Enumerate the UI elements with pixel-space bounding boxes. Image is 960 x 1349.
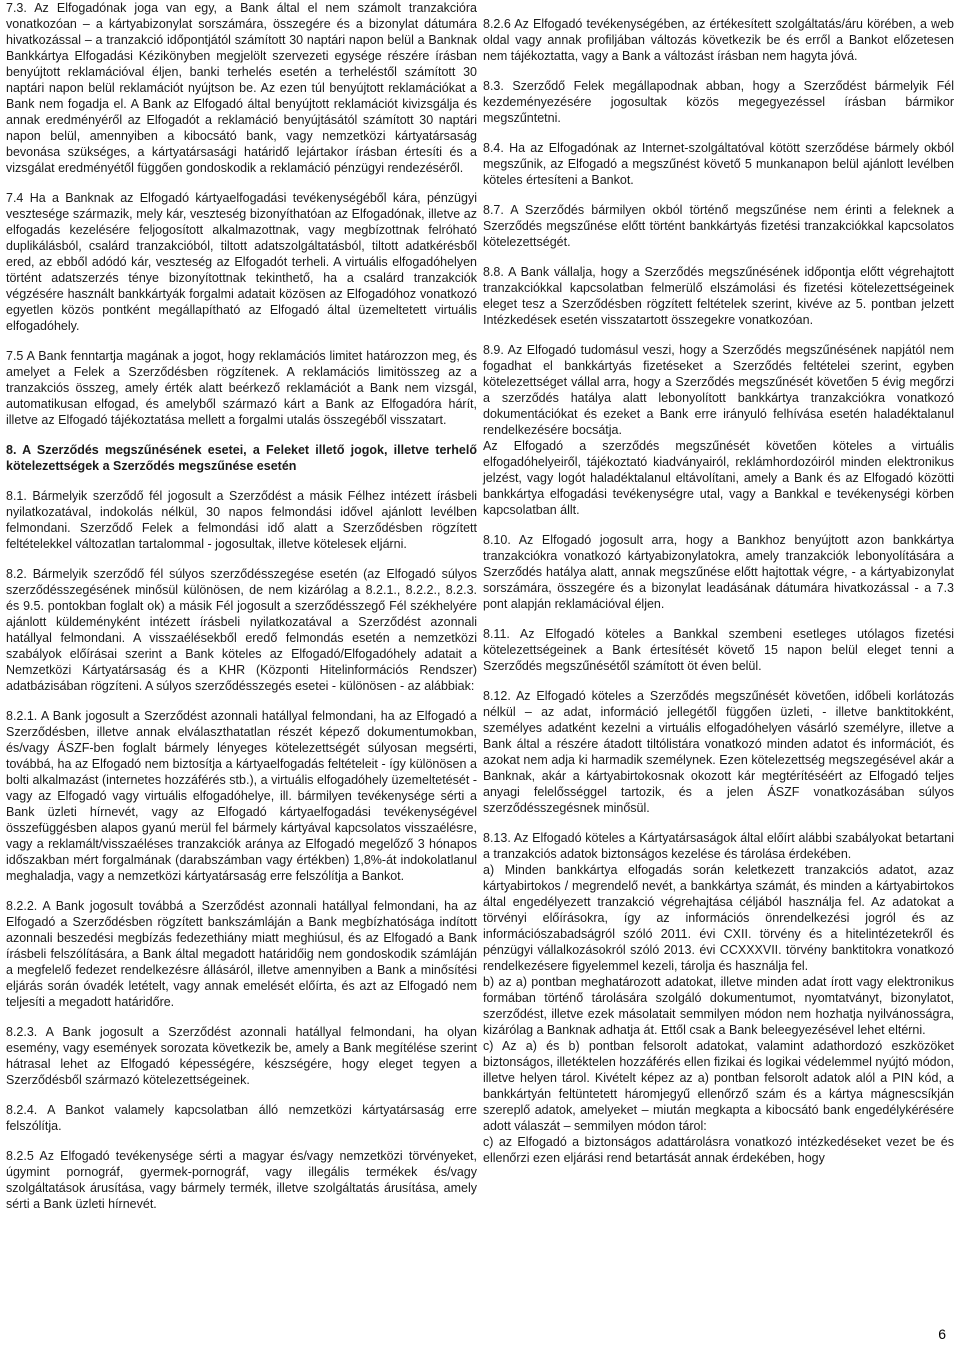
left-column bbox=[6, 0, 477, 1226]
right-column bbox=[483, 0, 954, 1180]
section-8-2: 8.2. Bármelyik szerződő fél súlyos szerződésszegése esetén (az Elfogadó súlyos szerződésszegésének minősül különösen, de nem kizárólag a 8.2.1., 8.2.2., 8.2.3. és 9.5. pontokban foglalt ok) a másik Fél jogosult a szerződésszegő Fél székhelyére ajánlott küldeményként intézett írásbeli nyilatkozatával a Szerződést azonnali hatállyal felmondani. A visszaélésekből eredő felmondás esetén a nemzetközi szabályok előírásai szerint a Bank köteles az Elfogadó/Elfogadóhely adatait a Nemzetközi Kártyatársaság és a KHR (Központi Hitelinformációs Rendszer) adatbázisában rögzíteni. A súlyos szerződésszegés esetei - különösen - az alábbiak: bbox=[6, 567, 477, 693]
section-8-12: 8.12. Az Elfogadó köteles a Szerződés megszűnését követően, időbeli korlátozás nélkül – az adat, információ jellegétől függően üzleti, - illetve banktitokként, személyes adatként kezelni a virtuális elfogadóhelyen vásárló személyre, illetve a Bank által a részére átadott tiltólistára vonatkozó minden adatot és információt, és azokat nem adja ki harmadik személynek. Ezen kötelezettség megszegésével akár a Banknak, akár a kártyabirtokosnak okozott kár megtérítéséért az Elfogadó teljes anyagi felelősséggel tartozik, és a jelen ÁSZF vonatkozásában súlyos szerződésszegésnek minősül. bbox=[483, 689, 954, 815]
section-8-4: 8.4. Ha az Elfogadónak az Internet-szolgáltatóval kötött szerződése bármely okból megszűnik, az Elfogadó a megszűnést követő 5 munkanapon belül ajánlott levélben köteles értesíteni a Bankot. bbox=[483, 141, 954, 187]
section-7-4: 7.4 Ha a Banknak az Elfogadó kártyaelfogadási tevékenységéből kára, pénzügyi vesztesége származik, mely kár, veszteség bizonyíthatóan az Elfogadónak, illetve az elfogadás kezelésére feljogosított alkalmazottnak, vagy megbízottnak felróható duplikálásból, csalárd tranzakcióból, tiltott adatszolgáltatásból, tiltott adatkérésből ered, az ebből adódó kár, veszteség az Elfogadót terheli. A virtuális elfogadóhelyen történt adatszerzés ténye bizonyítottnak tekinthető, ha a csalárd tranzakciók végzésére használt bankkártyák forgalmi adatait közösen az Elfogadóhoz vonatkozó egyetlen közös pontként megállapítható az Elfogadó által üzemeltetett virtuális elfogadóhely. bbox=[6, 191, 477, 333]
section-8-heading: 8. A Szerződés megszűnésének esetei, a Feleket illető jogok, illetve terhelő kötelezettségek a Szerződés megszűnése esetén bbox=[6, 443, 477, 473]
section-8-2-4: 8.2.4. A Bankot valamely kapcsolatban álló nemzetközi kártyatársaság erre felszólítja. bbox=[6, 1103, 477, 1133]
section-8-2-6: 8.2.6 Az Elfogadó tevékenységében, az értékesített szolgáltatás/áru körében, a web oldal vagy annak profiljában változás következik be és erről a Bankot előzetesen nem tájékoztatta, vagy a Bank a változást írásban nem hagyta jóvá. bbox=[483, 17, 954, 63]
section-8-2-1: 8.2.1. A Bank jogosult a Szerződést azonnali hatállyal felmondani, ha az Elfogadó a Szerződésben, illetve annak elválaszthatatlan részét képező dokumentumokban, és/vagy ÁSZF-ben foglalt bármely lényeges kötelezettségét súlyosan megsérti, továbbá, ha az Elfogadó nem biztosítja a kártyaelfogadás feltételeit - így különösen a bolti alkalmazást (internetes hozzáférés stb.), a virtuális elfogadóhely üzemeltetését - vagy az Elfogadó vagy virtuális elfogadóhelye, ill. bármilyen tevékenysége sérti a Bank üzleti hírnevét, vagy az Elfogadó kártyaelfogadási tevékenységével összefüggésben alapos gyanú merül fel bármely kártyával kapcsolatos visszaélésre, vagy a reklamált/visszaéléses tranzakciók aránya az Elfogadó megelőző 3 hónapos időszakban mért forgalmának (darabszámban vagy értékben) 1,8%-át indokolatlanul meghaladja, vagy a nemzetközi kártyatársaság erre felszólítja a Bankot. bbox=[6, 709, 477, 883]
section-8-13: 8.13. Az Elfogadó köteles a Kártyatársaságok által előírt alábbi szabályokat betartani a tranzakciós adatok biztonságos kezelése és tárolása érdekében. a) Minden bankkártya elfogadás során keletkezett tranzakciós adatot, azaz kártyabirtokos / megrendelő nevét, a bankkártya számát, és minden a kártyabirtokos által engedélyezett tranzakció végrehajtása céljából használja fel. Az adatokat a törvényi előírásokra, így az információs önrendelkezési jogról és az információszabadságról szóló 2011. évi CXII. törvény és a hitelintézetekről és pénzügyi vállalkozásokról szóló 2013. évi CCXXXVII. törvény banktitokra vonatkozó rendelkezésere figyelemmel kezeli, tárolja és használja fel. b) az a) pontban meghatározott adatokat, illetve minden adat írott vagy elektronikus formában történő tárolására szolgáló dokumentumot, nyomtatványt, bizonylatot, szerződést, illetve ezek másolatait semmilyen módon nem hozhatja nyilvánosságra, kizárólag a Banknak adhatja át. Ettől csak a Bank beleegyezésével lehet eltérni. c) Az a) és b) pontban felsorolt adatokat, valamint adathordozó eszközöket biztonságos, illetéktelen hozzáférés ellen fizikai és logikai védelemmel nyújtó módon, illetve helyen tárol. Kivételt képez az a) pontban felsorolt adatok alól a PIN kód, a bankkártyán feltüntetett háromjegyű ellenőrző szám és a kártya mágnescsíkján szereplő adatok, amelyeket – miután megkapta a kibocsátó bank engedélykérésére adott válaszát – semmilyen módon tárol: c) az Elfogadó a biztonságos adattárolásra vonatkozó intézkedéseket vezet be és ellenőrzi ezen eljárási rend betartását annak érdekében, hogy bbox=[483, 831, 954, 1165]
section-7-3: 7.3. Az Elfogadónak joga van egy, a Bank által el nem számolt tranzakcióra vonatkozóan – a kártyabizonylat sorszámára, összegére és a bizonylat dátumára hivatkozással – a tranzakció időpontjától számított 30 naptári napon belül a Banknak Bankkártya Elfogadási Kézikönyben megjelölt szervezeti egysége részére írásban benyújtott reklamációval éljen, banki terhelés esetén a terheléstől számított 30 naptári napon belül reklamációt nyújtson be. Az ezen túl benyújtott reklamációkat a Bank nem fogadja el. A Bank az Elfogadó által benyújtott reklamációt kivizsgálja és annak eredményéről az Elfogadót a reklamáció benyújtásától számított 30 naptári napon belül, amennyiben a kibocsátó bank, vagy nemzetközi kártyatársaság bevonása szükséges, a kártyatársasági határidő lejártakor írásban értesíti és a vizsgálat eredményétől függően gondoskodik a reklamáció pénzügyi rendezéséről. bbox=[6, 1, 477, 175]
page-number: 6 bbox=[938, 1326, 946, 1342]
section-7-5: 7.5 A Bank fenntartja magának a jogot, hogy reklamációs limitet határozzon meg, és amelyet a Felek a Szerződésben rögzítenek. A reklamációs limitösszeg az a tranzakciós összeg, amely érték alatt beérkező reklamációt a Bank nem vizsgál, automatikusan elfogad, és amelyből származó kárt a Bank az Elfogadóra hárít, illetve az Elfogadó tájékoztatása mellett a forgalmi utalás összegéből visszatart. bbox=[6, 349, 477, 427]
section-8-2-3: 8.2.3. A Bank jogosult a Szerződést azonnali hatállyal felmondani, ha olyan esemény, vagy események sorozata következik be, amely a Bank megítélése szerint hátrasal lehet az Elfogadó képességére, készségére, hogy eleget tegyen a Szerződésből származó kötelezettségeinek. bbox=[6, 1025, 477, 1087]
section-8-7: 8.7. A Szerződés bármilyen okból történő megszűnése nem érinti a feleknek a Szerződés megszűnése előtt történt bankkártyás fizetési tranzakciókkal kapcsolatos kötelezettségét. bbox=[483, 203, 954, 249]
section-8-1: 8.1. Bármelyik szerződő fél jogosult a Szerződést a másik Félhez intézett írásbeli nyilatkozatával, indokolás nélkül, 30 napos felmondási idővel ajánlott levélben felmondani. Szerződő Felek a felmondási idő alatt a Szerződésben rögzített feltételekkel változatlan tartalommal - jogosultak, illetve kötelesek eljárni. bbox=[6, 489, 477, 551]
section-8-10: 8.10. Az Elfogadó jogosult arra, hogy a Bankhoz benyújtott azon bankkártya tranzakciókra vonatkozó kártyabizonylatokra, amely tranzakciók lebonyolítására a Szerződés hatálya alatt, annak megszűnése előtt hajtottak végre, - a kártyabizonylat sorszámára, összegére és a bizonylat leadásának dátumára hivatkozással - a 7.3 pont alapján reklamációval éljen. bbox=[483, 533, 954, 611]
section-8-2-5: 8.2.5 Az Elfogadó tevékenysége sérti a magyar és/vagy nemzetközi törvényeket, úgymint pornográf, gyermek-pornográf, vagy illegális termékek és/vagy szolgáltatások árusítása, vagy bármely termék, illetve szolgáltatás árusítása, amely sérti a Bank üzleti hírnevét. bbox=[6, 1149, 477, 1211]
section-8-2-2: 8.2.2. A Bank jogosult továbbá a Szerződést azonnali hatállyal felmondani, ha az Elfogadó a Szerződésben rögzített bankszámláján a Bank megbízhatósága indított azonnali beszedési megbízás fedezethiány miatt meghiúsul, és az Elfogadó a Bank írásbeli felszólítására, a Bank által megadott határidőig nem gondoskodik számláján a megfelelő fedezet rendelkezésre állásáról, illetve amennyiben a Bank a minősítési eljárás során óvadék letételt, vagy annak emelését előírta, és azt az Elfogadó nem teljesíti a megadott határidőre. bbox=[6, 899, 477, 1009]
section-8-8: 8.8. A Bank vállalja, hogy a Szerződés megszűnésének időpontja előtt végrehajtott tranzakciókkal kapcsolatban felmerülő elszámolási és fizetési kötelezettségeinek eleget tesz a Szerződésben rögzített feltételek szerint, kivéve az 5. pontban jelzett Intézkedések esetén visszatartott összegekre vonatkozóan. bbox=[483, 265, 954, 327]
section-8-9: 8.9. Az Elfogadó tudomásul veszi, hogy a Szerződés megszűnésének napjától nem fogadhat el bankkártyás fizetéseket a Szerződés feltételei szerint, egyben kötelezettséget vállal arra, hogy a Szerződés megszűnését követően 5 évig megőrzi a szerződés hatálya alatt lebonyolított bankkártya tranzakciókra vonatkozó dokumentációkat és ezeket a Bank erre irányuló felhívása esetén haladéktalanul rendelkezésére bocsátja. Az Elfogadó a szerződés megszűnését követően köteles a virtuális elfogadóhelyeiről, tájékoztató kiadványairól, reklámhordozóiról minden elektronikus jelzést, vagy logót haladéktalanul eltávolítani, amely a Bank és az Elfogadó közötti bankkártya elfogadási tevékenységre utal, vagy a Bankkal e tevékenységi körben kapcsolatban állt. bbox=[483, 343, 954, 517]
section-8-3: 8.3. Szerződő Felek megállapodnak abban, hogy a Szerződést bármelyik Fél kezdeményezésére jogosultak közös megegyezéssel írásban bármikor megszűntetni. bbox=[483, 79, 954, 125]
section-8-11: 8.11. Az Elfogadó köteles a Bankkal szembeni esetleges utólagos fizetési kötelezettségeinek a Bank értesítését követő 15 napon belül eleget tenni a Szerződés megszűnésétől számított öt éven belül. bbox=[483, 627, 954, 673]
